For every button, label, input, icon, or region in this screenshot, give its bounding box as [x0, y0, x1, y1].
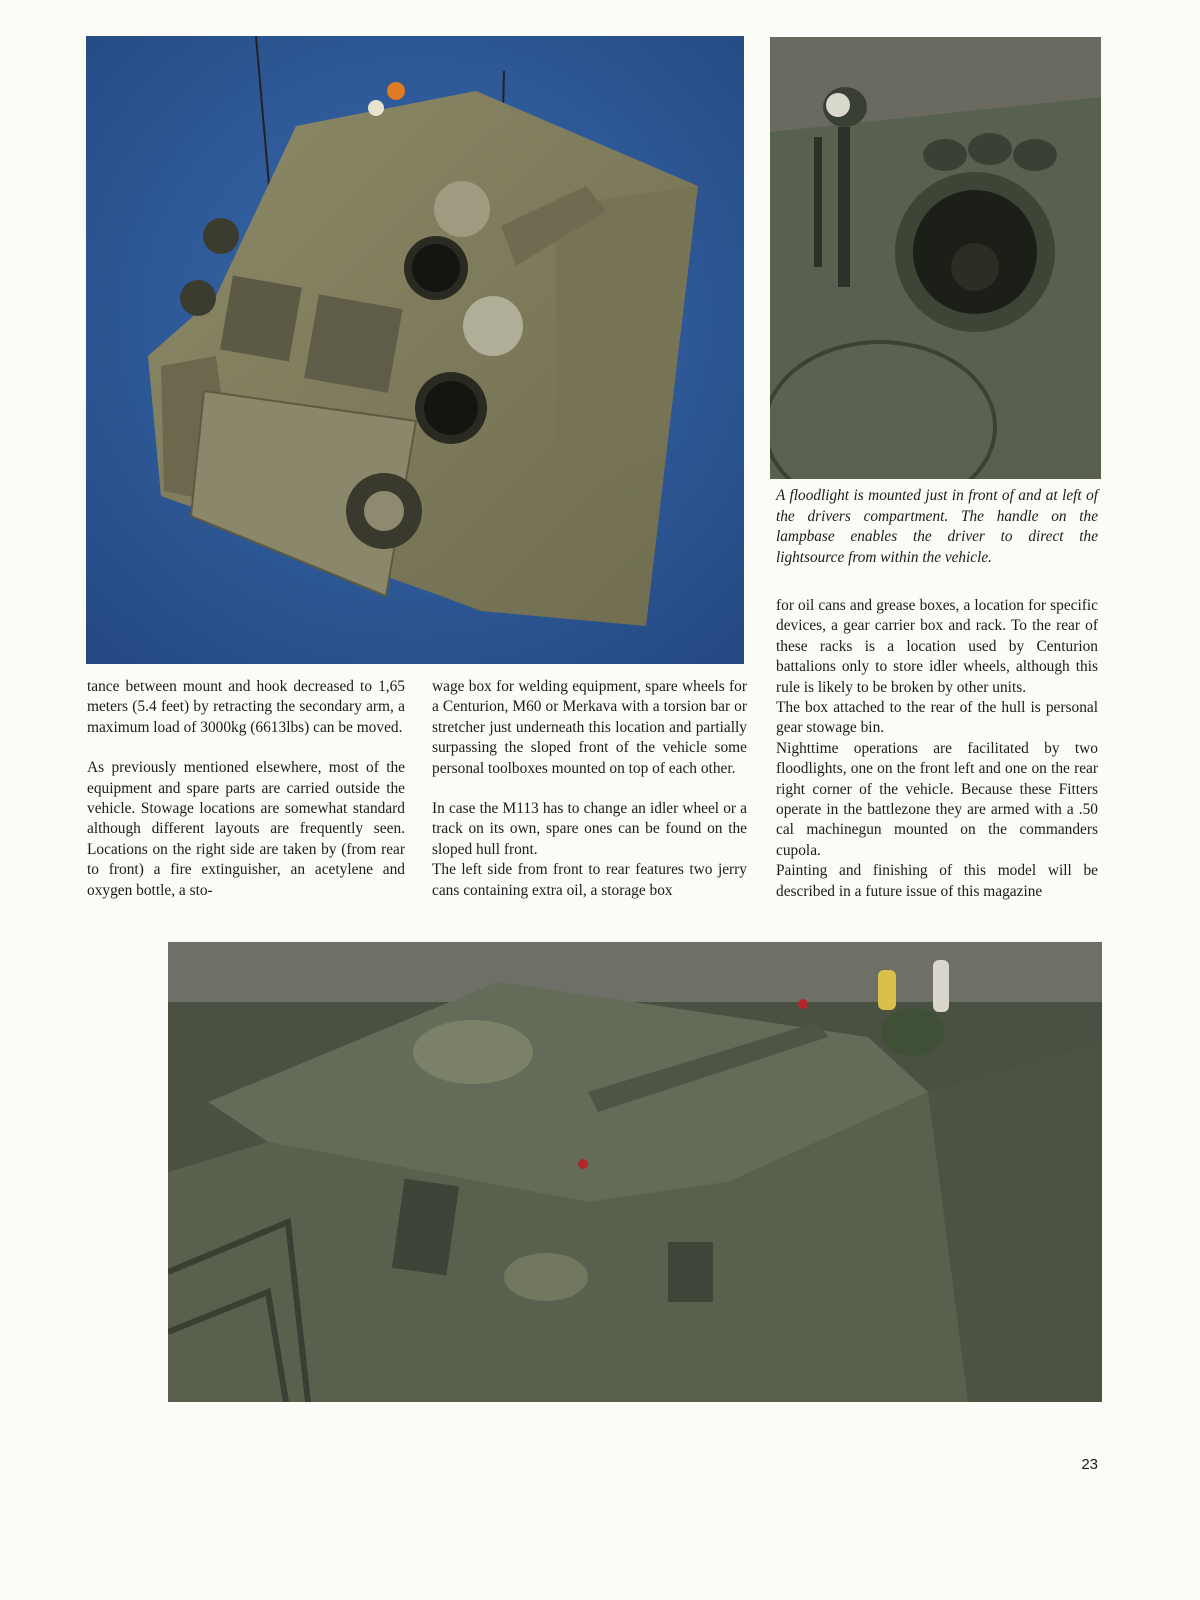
paragraph: As previously mentioned elsewhere, most of the equipment and spare parts are carried outside the vehicle. Stowage locations are somewhat standard although different layouts are frequently seen. Locations on the right side are taken by (from rear to front) a fire extinguisher, an acetylene and oxygen bottle, a sto- — [87, 759, 405, 899]
text-column-1 — [87, 677, 405, 901]
text-column-3 — [776, 596, 1098, 902]
photo-floodlight-closeup — [770, 37, 1101, 479]
paragraph: tance between mount and hook decreased to 1,65 meters (5.4 feet) by retracting the secondary arm, a maximum load of 3000kg (6613lbs) can be moved. — [87, 678, 405, 736]
photo-hull-deck — [168, 942, 1102, 1402]
paragraph: Nighttime operations are facilitated by two floodlights, one on the front left and one on the rear right corner of the vehicle. Because these Fitters operate in the battlezone they are armed with a .50 cal machinegun mounted on the commanders cupola. — [776, 739, 1098, 859]
paragraph: for oil cans and grease boxes, a location for specific devices, a gear carrier box and rack. To the rear of these racks is a location used by Centurion battalions only to store idler wheels, although this rule is likely to be broken by other units. — [776, 597, 1098, 696]
paragraph: Painting and finishing of this model will be described in a future issue of this magazine — [776, 862, 1098, 900]
photo-caption: A floodlight is mounted just in front of and at left of the drivers compartment. The handle on the lampbase enables the driver to direct the lightsource from within the vehicle. — [776, 487, 1098, 566]
page-number: 23 — [1081, 1456, 1098, 1473]
paragraph: In case the M113 has to change an idler wheel or a track on its own, spare ones can be found on the sloped hull front. — [432, 800, 747, 858]
text-column-2 — [432, 677, 747, 901]
paragraph: The left side from front to rear features two jerry cans containing extra oil, a storage box — [432, 861, 747, 899]
paragraph: wage box for welding equipment, spare wheels for a Centurion, M60 or Merkava with a torsion bar or stretcher just underneath this location and partially surpassing the sloped front of the vehicle some personal toolboxes mounted on top of each other. — [432, 678, 747, 777]
paragraph: The box attached to the rear of the hull is personal gear stowage bin. — [776, 699, 1098, 737]
photo-model-top-view — [86, 36, 744, 664]
